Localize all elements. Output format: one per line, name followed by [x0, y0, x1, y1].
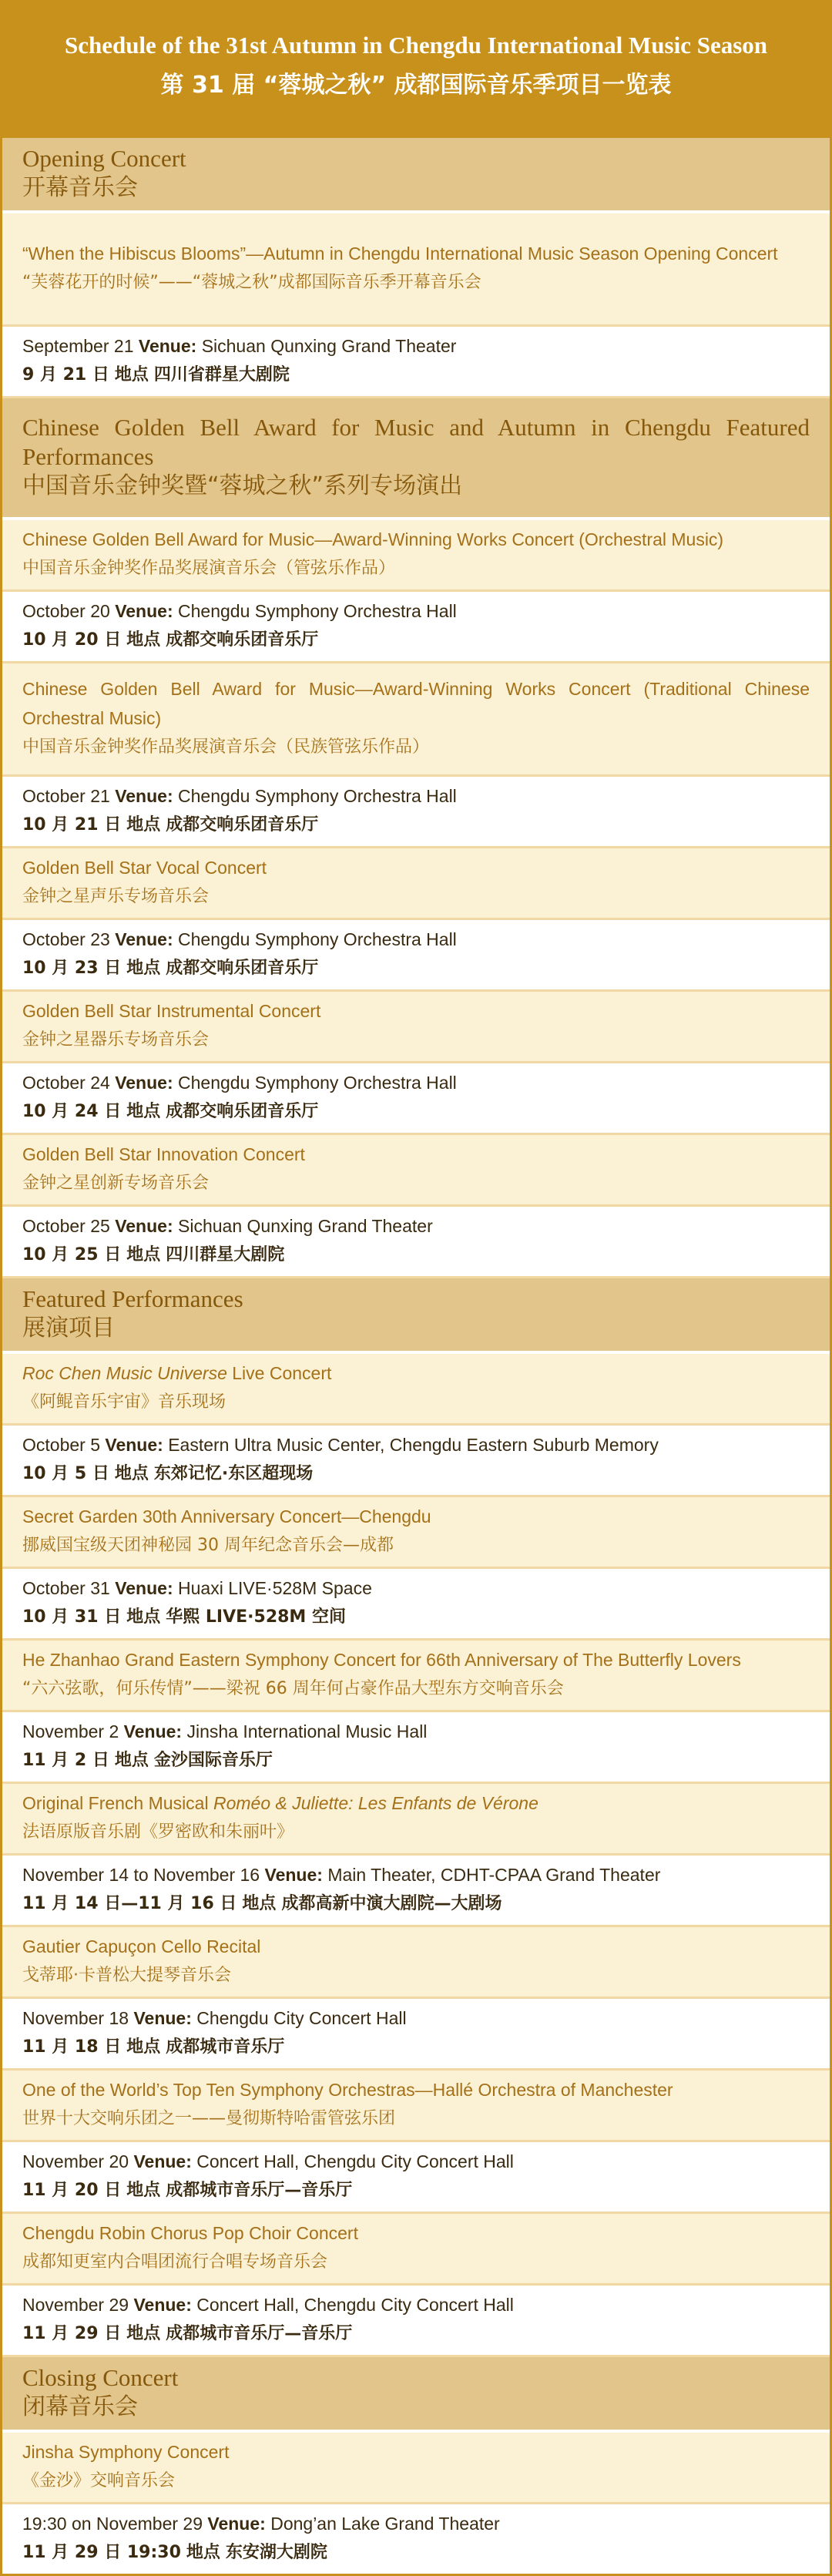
event-venue-en [22, 2509, 810, 2538]
event-venue-row [2, 1712, 830, 1784]
section-title-zh: 展演项目 [22, 1314, 115, 1342]
event-name-zh: 成都知更室内合唱团流行合唱专场音乐会 [22, 2252, 328, 2272]
event-name-zh: 戈蒂耶·卡普松大提琴音乐会 [22, 1965, 231, 1985]
event-name-zh: 中国音乐金钟奖作品奖展演音乐会（民族管弦乐作品） [22, 737, 430, 757]
event-name-en: Jinsha Symphony Concert [22, 2441, 230, 2462]
event-date-zh: 10 月 5 日 [22, 1463, 109, 1483]
event-venue-row [2, 1426, 830, 1497]
event-name-en: Chinese Golden Bell Award for Music—Award-Winning Works Concert (Orchestral Music) [22, 529, 724, 550]
event-venue-en [22, 781, 810, 811]
venue-name-zh: 四川群星大剧院 [166, 1244, 285, 1264]
event-date-zh: 11 月 29 日 [22, 2323, 122, 2343]
event-name-en: One of the World’s Top Ten Symphony Orchestras—Hallé Orchestra of Manchester [22, 2079, 673, 2100]
venue-name-en: Concert Hall, Chengdu City Concert Hall [196, 2294, 514, 2315]
venue-label-en: Venue: [105, 1434, 163, 1455]
venue-name-zh: 成都城市音乐厅—音乐厅 [166, 2180, 353, 2200]
event-date-en: November 14 to November 16 [22, 1864, 260, 1885]
venue-name-zh: 东安湖大剧院 [225, 2542, 327, 2562]
event-date-en: September 21 [22, 335, 134, 356]
title-banner [2, 2, 830, 138]
venue-label-zh: 地点 [126, 1101, 161, 1121]
event-date-en: October 31 [22, 1577, 110, 1598]
venue-name-en: Eastern Ultra Music Center, Chengdu Eastern Suburb Memory [168, 1434, 659, 1455]
venue-label-en: Venue: [115, 1072, 173, 1093]
page-title-zh: 第 31 届 “蓉城之秋” 成都国际音乐季项目一览表 [160, 72, 672, 99]
event-venue-zh [22, 1746, 810, 1775]
venue-name-en: Sichuan Qunxing Grand Theater [201, 335, 457, 356]
event-name-row [2, 1354, 830, 1426]
event-name-zh: 中国音乐金钟奖作品奖展演音乐会（管弦乐作品） [22, 559, 396, 579]
venue-label-zh: 地点 [126, 2037, 161, 2057]
venue-label-en: Venue: [115, 1577, 173, 1598]
event-date-zh: 10 月 24 日 [22, 1101, 122, 1121]
event-name-row [2, 1927, 830, 1999]
event-date-en: November 20 [22, 2151, 129, 2171]
venue-name-zh: 成都交响乐团音乐厅 [166, 630, 319, 650]
venue-name-zh: 东郊记忆·东区超现场 [153, 1463, 314, 1483]
event-name-en: Chinese Golden Bell Award for Music—Award-Winning Works Concert (Traditional Chinese Orchestral Music) [22, 679, 810, 729]
event-date-zh: 9 月 21 日 [22, 364, 109, 385]
event-date-en: November 2 [22, 1721, 119, 1741]
venue-label-en: Venue: [115, 929, 173, 949]
event-venue-row [2, 1999, 830, 2071]
event-date-en: October 20 [22, 601, 110, 622]
event-venue-en [22, 596, 810, 626]
event-venue-en [22, 925, 810, 954]
venue-label-en: Venue: [207, 2513, 266, 2534]
event-name-row [2, 663, 830, 777]
venue-name-en: Chengdu Symphony Orchestra Hall [178, 785, 457, 806]
venue-label-zh: 地点 [126, 958, 161, 978]
event-name-zh: 金钟之星创新专场音乐会 [22, 1173, 210, 1193]
event-name-zh: “芙蓉花开的时候”——“蓉城之秋”成都国际音乐季开幕音乐会 [22, 272, 481, 292]
event-name-row [2, 2433, 830, 2504]
event-name-row [2, 1641, 830, 1712]
event-venue-en [22, 2003, 810, 2033]
event-venue-en [22, 2290, 810, 2319]
venue-label-en: Venue: [115, 601, 173, 622]
venue-label-en: Venue: [264, 1864, 323, 1885]
venue-name-zh: 成都交响乐团音乐厅 [166, 814, 319, 835]
event-venue-en [22, 331, 810, 361]
venue-name-zh: 成都城市音乐厅—音乐厅 [166, 2323, 353, 2343]
event-date-en: October 5 [22, 1434, 100, 1455]
event-name-zh: 世界十大交响乐团之一——曼彻斯特哈雷管弦乐团 [22, 2108, 396, 2128]
event-name-en: Secret Garden 30th Anniversary Concert—Chengdu [22, 1506, 431, 1526]
event-venue-zh [22, 2538, 810, 2568]
venue-label-zh: 地点 [126, 2323, 161, 2343]
event-name-zh: “六六弦歌，何乐传情”——梁祝 66 周年何占豪作品大型东方交响音乐会 [22, 1678, 564, 1698]
event-name-zh: 挪威国宝级天团神秘园 30 周年纪念音乐会—成都 [22, 1535, 394, 1555]
event-name-en: “When the Hibiscus Blooms”—Autumn in Chengdu International Music Season Opening Concert [22, 243, 778, 264]
event-date-en: November 18 [22, 2007, 129, 2028]
event-venue-zh [22, 1603, 810, 1632]
venue-name-en: Chengdu Symphony Orchestra Hall [178, 929, 457, 949]
venue-name-en: Chengdu Symphony Orchestra Hall [178, 601, 457, 622]
event-venue-zh [22, 1097, 810, 1127]
event-date-zh: 10 月 31 日 [22, 1607, 122, 1627]
event-date-en: October 23 [22, 929, 110, 949]
venue-name-zh: 四川省群星大剧院 [153, 364, 290, 385]
event-date-zh: 11 月 29 日 19:30 [22, 2542, 181, 2562]
page-title-en: Schedule of the 31st Autumn in Chengdu International Music Season [64, 32, 768, 59]
venue-label-zh: 地点 [126, 814, 161, 835]
venue-label-zh: 地点 [114, 364, 149, 385]
event-date-en: October 21 [22, 785, 110, 806]
event-name-zh: 《金沙》交响音乐会 [22, 2470, 176, 2490]
venue-label-zh: 地点 [126, 1607, 161, 1627]
section-title-en: Closing Concert [22, 2363, 179, 2391]
venue-label-en: Venue: [133, 2151, 192, 2171]
venue-name-zh: 成都交响乐团音乐厅 [166, 958, 319, 978]
event-venue-en [22, 1068, 810, 1097]
venue-label-en: Venue: [138, 335, 197, 356]
event-name-row [2, 992, 830, 1063]
venue-label-zh: 地点 [186, 2542, 220, 2562]
venue-name-en: Main Theater, CDHT-CPAA Grand Theater [327, 1864, 661, 1885]
event-name-row [2, 520, 830, 592]
event-venue-row [2, 1063, 830, 1135]
event-venue-row [2, 777, 830, 848]
event-name-en: Gautier Capuçon Cello Recital [22, 1936, 261, 1956]
section-title-en: Chinese Golden Bell Award for Music and Autumn in Chengdu Featured Performances [22, 413, 810, 470]
event-date-zh: 11 月 20 日 [22, 2180, 122, 2200]
event-venue-en [22, 1860, 810, 1889]
event-venue-zh [22, 2176, 810, 2205]
event-venue-row [2, 1856, 830, 1927]
venue-name-en: Concert Hall, Chengdu City Concert Hall [196, 2151, 514, 2171]
event-venue-zh [22, 626, 810, 655]
venue-label-zh: 地点 [126, 1244, 161, 1264]
event-venue-row [2, 1207, 830, 1278]
event-venue-row [2, 327, 830, 398]
event-venue-zh [22, 954, 810, 983]
section-header-closing [2, 2357, 830, 2433]
event-venue-en [22, 1430, 810, 1459]
section-title-en: Opening Concert [22, 145, 186, 172]
event-name-zh: 金钟之星声乐专场音乐会 [22, 886, 210, 906]
venue-name-zh: 成都高新中演大剧院—大剧场 [281, 1893, 502, 1913]
venue-label-zh: 地点 [114, 1463, 149, 1483]
venue-name-zh: 华熙 LIVE·528M 空间 [166, 1607, 346, 1627]
event-name-en: He Zhanhao Grand Eastern Symphony Concert for 66th Anniversary of The Butterfly Lovers [22, 1649, 741, 1670]
event-venue-en [22, 2147, 810, 2176]
event-name-en: Golden Bell Star Vocal Concert [22, 857, 267, 878]
event-name-en: Golden Bell Star Innovation Concert [22, 1144, 305, 1164]
event-venue-en [22, 1573, 810, 1603]
event-venue-zh [22, 2319, 810, 2349]
event-name-row [2, 2071, 830, 2142]
event-venue-en [22, 1717, 810, 1746]
venue-label-zh: 地点 [126, 630, 161, 650]
event-venue-zh [22, 1241, 810, 1270]
venue-label-zh: 地点 [114, 1750, 149, 1770]
section-title-zh: 开幕音乐会 [22, 174, 138, 201]
event-name-row [2, 1497, 830, 1569]
event-date-en: November 29 [22, 2294, 129, 2315]
venue-label-zh: 地点 [126, 2180, 161, 2200]
event-name-row [2, 213, 830, 327]
event-date-zh: 10 月 23 日 [22, 958, 122, 978]
event-date-zh: 11 月 2 日 [22, 1750, 109, 1770]
event-date-zh: 11 月 14 日—11 月 16 日 [22, 1893, 237, 1913]
venue-name-en: Jinsha International Music Hall [186, 1721, 428, 1741]
event-name-zh: 法语原版音乐剧《罗密欧和朱丽叶》 [22, 1822, 294, 1842]
event-date-zh: 11 月 18 日 [22, 2037, 122, 2057]
section-header-featured [2, 1278, 830, 1354]
event-name-rest: Live Concert [226, 1362, 332, 1383]
event-venue-zh [22, 1889, 810, 1919]
venue-name-zh: 成都城市音乐厅 [166, 2037, 285, 2057]
event-venue-en [22, 1211, 810, 1241]
event-venue-zh [22, 1459, 810, 1489]
event-date-zh: 10 月 20 日 [22, 630, 122, 650]
event-venue-zh [22, 361, 810, 390]
event-name-en [22, 1359, 810, 1388]
event-name-en [22, 1788, 810, 1818]
event-venue-zh [22, 811, 810, 840]
event-name-row [2, 1135, 830, 1207]
venue-label-zh: 地点 [242, 1893, 277, 1913]
venue-name-en: Huaxi LIVE·528M Space [178, 1577, 372, 1598]
section-header-golden-bell [2, 398, 830, 521]
section-title-zh: 中国音乐金钟奖暨“蓉城之秋”系列专场演出 [22, 472, 463, 499]
event-date-en: 19:30 on November 29 [22, 2513, 203, 2534]
event-venue-zh [22, 2033, 810, 2062]
venue-name-en: Chengdu Symphony Orchestra Hall [178, 1072, 457, 1093]
event-date-en: October 25 [22, 1215, 110, 1236]
venue-label-en: Venue: [123, 1721, 183, 1741]
event-venue-row [2, 2142, 830, 2214]
venue-name-zh: 成都交响乐团音乐厅 [166, 1101, 319, 1121]
event-name-italic: Roc Chen Music Universe [22, 1362, 227, 1383]
event-date-en: October 24 [22, 1072, 110, 1093]
venue-name-zh: 金沙国际音乐厅 [153, 1750, 273, 1770]
section-header-opening [2, 138, 830, 213]
venue-label-en: Venue: [115, 785, 173, 806]
event-name-row [2, 2214, 830, 2285]
venue-label-en: Venue: [133, 2007, 192, 2028]
event-venue-row [2, 1569, 830, 1641]
event-name-row [2, 1784, 830, 1856]
venue-name-en: Chengdu City Concert Hall [196, 2007, 407, 2028]
venue-name-en: Sichuan Qunxing Grand Theater [178, 1215, 433, 1236]
venue-label-en: Venue: [133, 2294, 192, 2315]
event-name-en: Chengdu Robin Chorus Pop Choir Concert [22, 2222, 358, 2243]
event-venue-row [2, 592, 830, 663]
event-name-italic: Roméo & Juliette: Les Enfants de Vérone [213, 1792, 538, 1813]
section-title-zh: 闭幕音乐会 [22, 2393, 138, 2420]
event-name-zh: 《阿鲲音乐宇宙》音乐现场 [22, 1392, 226, 1412]
venue-name-en: Dong’an Lake Grand Theater [270, 2513, 500, 2534]
event-venue-row [2, 920, 830, 992]
event-name-en: Golden Bell Star Instrumental Concert [22, 1000, 321, 1021]
event-date-zh: 10 月 21 日 [22, 814, 122, 835]
event-name-prefix: Original French Musical [22, 1792, 213, 1813]
event-name-zh: 金钟之星器乐专场音乐会 [22, 1029, 210, 1050]
section-title-en: Featured Performances [22, 1285, 243, 1312]
event-venue-row [2, 2285, 830, 2357]
event-name-row [2, 848, 830, 920]
event-date-zh: 10 月 25 日 [22, 1244, 122, 1264]
event-venue-row [2, 2504, 830, 2574]
venue-label-en: Venue: [115, 1215, 173, 1236]
